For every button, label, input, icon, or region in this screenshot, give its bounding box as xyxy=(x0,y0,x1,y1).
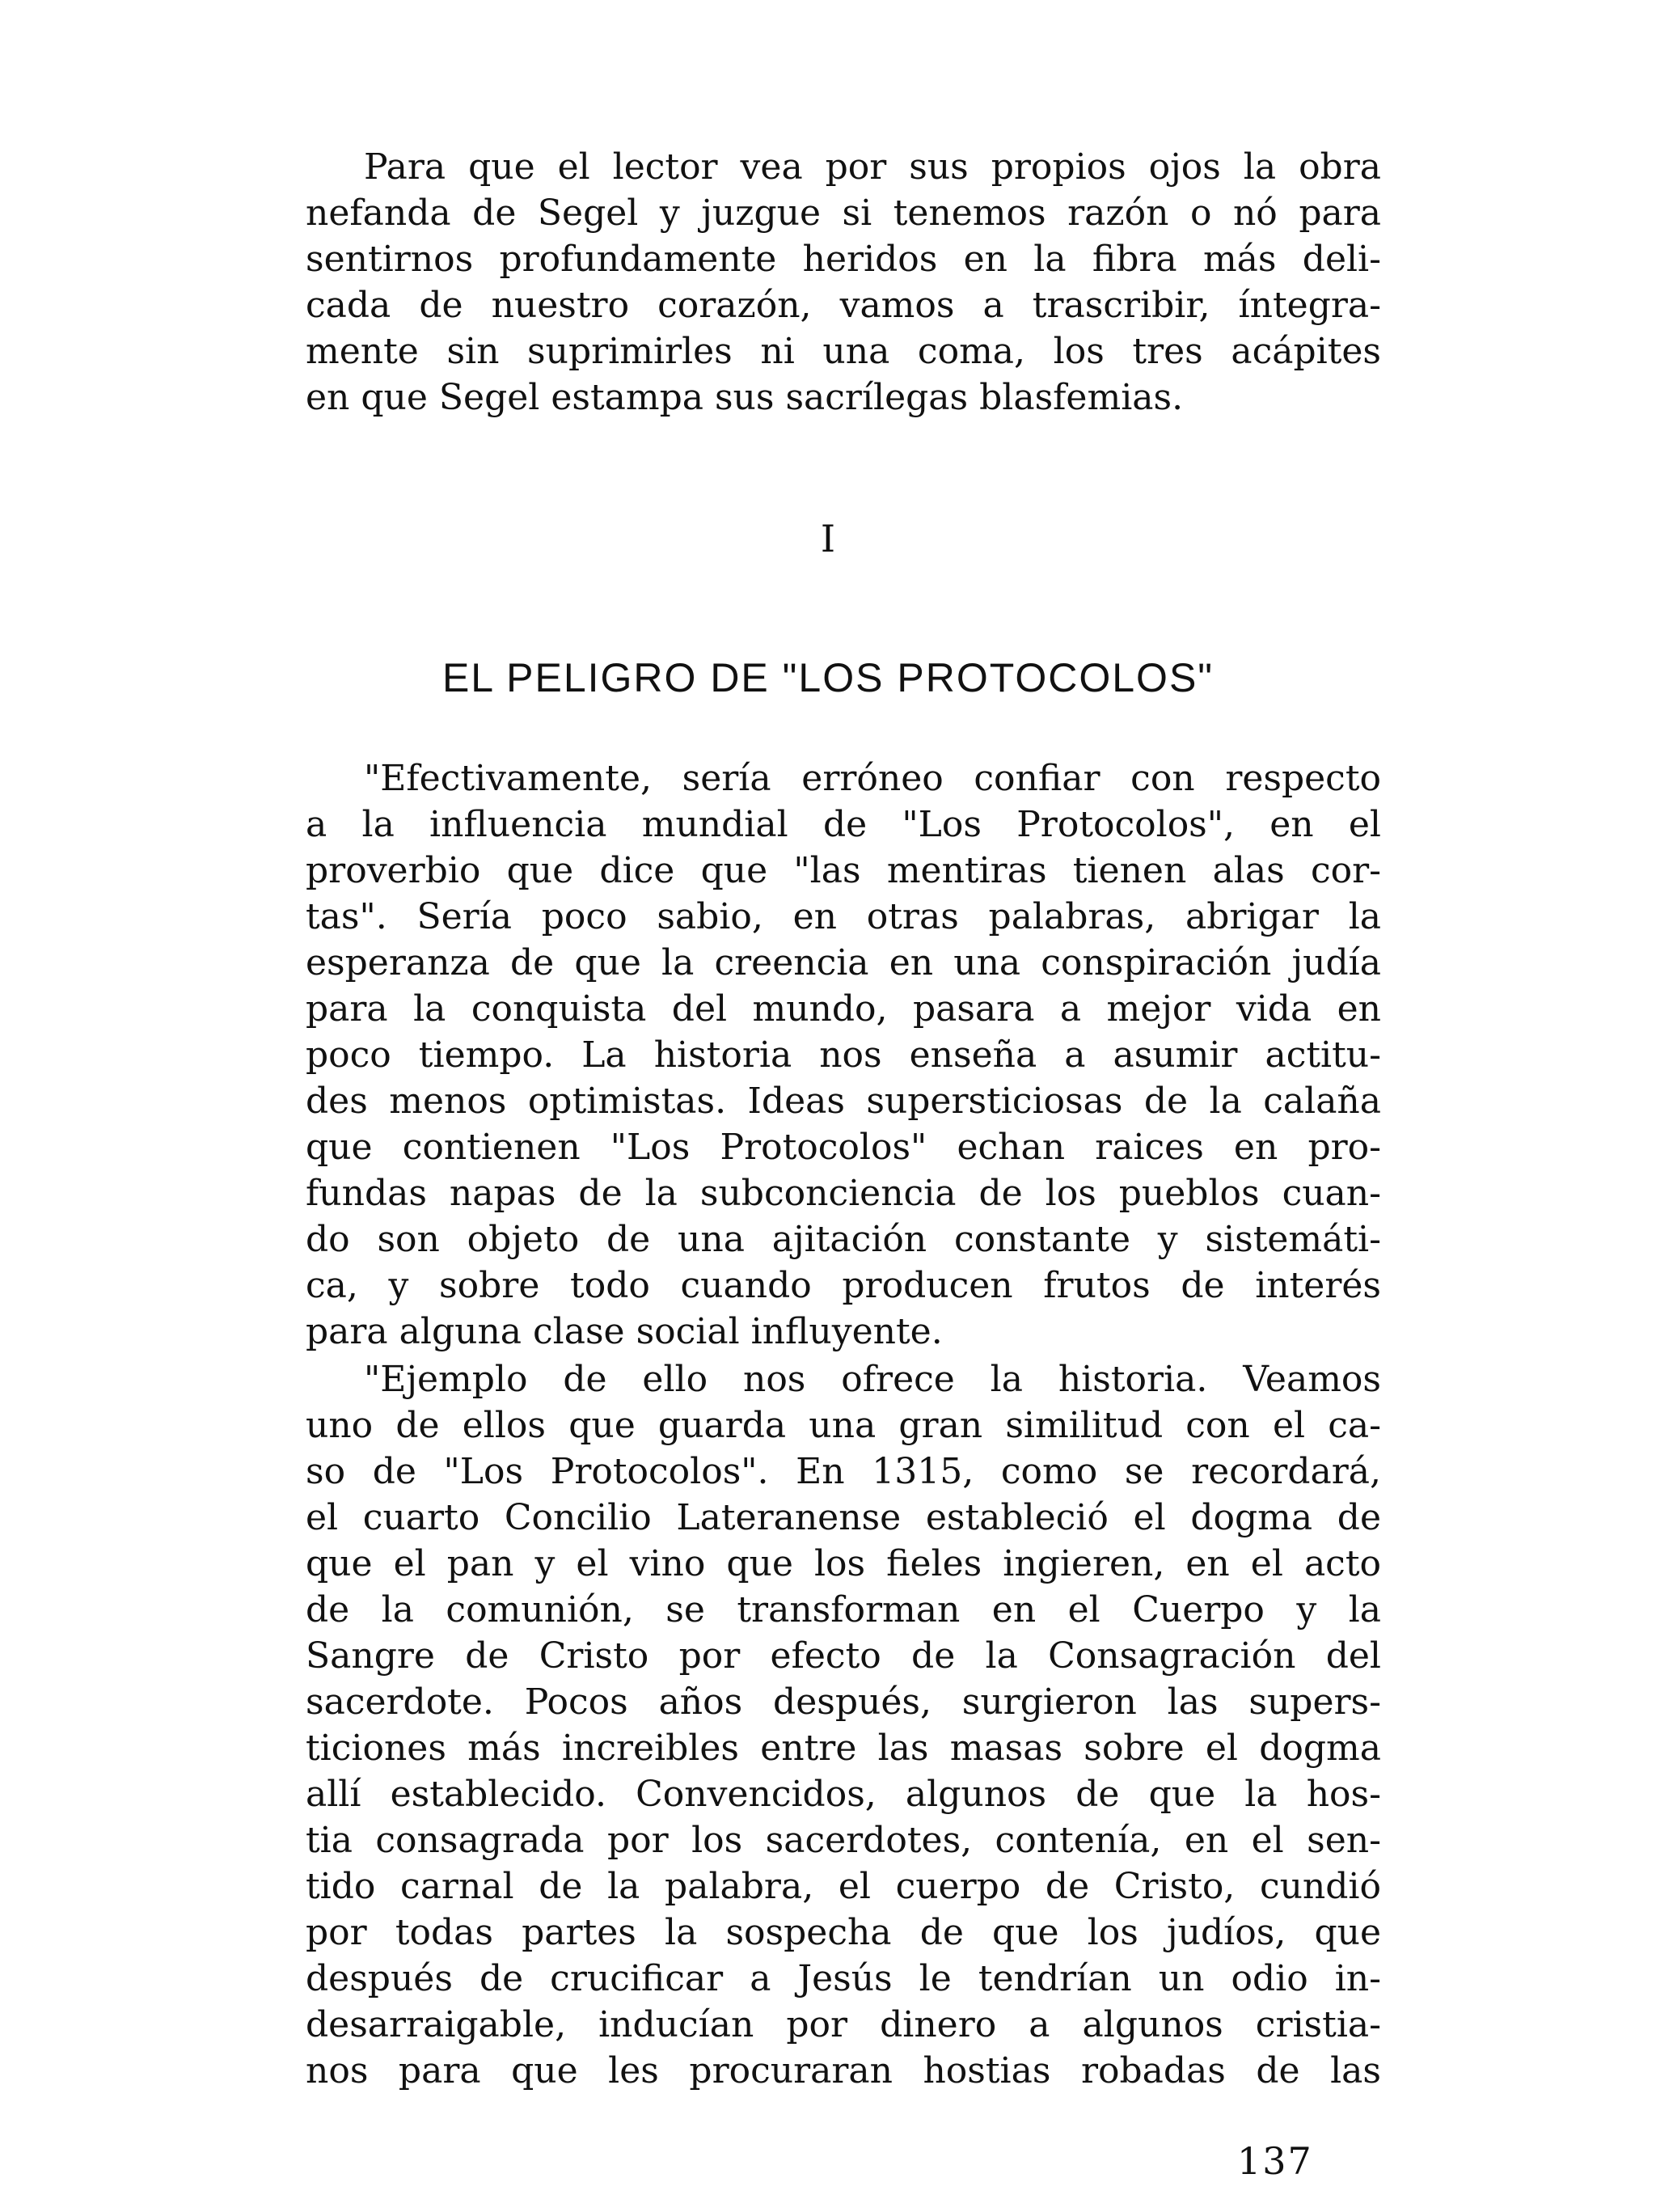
text-line: mente sin suprimirles ni una coma, los tres acápites xyxy=(306,331,1381,372)
text-line: Para que el lector vea por sus propios ojos la obra xyxy=(364,146,1381,188)
text-line: ticiones más increibles entre las masas sobre el dogma xyxy=(306,1728,1381,1769)
text-line: que contienen "Los Protocolos" echan raices en pro- xyxy=(306,1127,1381,1168)
text-line: tido carnal de la palabra, el cuerpo de Cristo, cundió xyxy=(306,1866,1381,1907)
intro-paragraph xyxy=(306,144,1381,421)
text-line: de la comunión, se transforman en el Cuerpo y la xyxy=(306,1589,1381,1630)
page-number: 137 xyxy=(1237,2139,1313,2183)
text-line: proverbio que dice que "las mentiras tienen alas cor- xyxy=(306,850,1381,891)
text-line: tia consagrada por los sacerdotes, contenía, en el sen- xyxy=(306,1820,1381,1861)
text-line: "Ejemplo de ello nos ofrece la historia. Veamos xyxy=(364,1359,1381,1400)
text-line: después de crucificar a Jesús le tendrían un odio in- xyxy=(306,1958,1381,1999)
text-line: desarraigable, inducían por dinero a algunos cristia- xyxy=(306,2004,1381,2045)
text-line: por todas partes la sospecha de que los judíos, que xyxy=(306,1912,1381,1953)
text-line: allí establecido. Convencidos, algunos de que la hos- xyxy=(306,1774,1381,1815)
text-line: cada de nuestro corazón, vamos a trascribir, íntegra- xyxy=(306,285,1381,326)
text-line: uno de ellos que guarda una gran similitud con el ca- xyxy=(306,1405,1381,1446)
text-line: poco tiempo. La historia nos enseña a asumir actitu- xyxy=(306,1034,1381,1076)
text-line: que el pan y el vino que los fieles ingieren, en el acto xyxy=(306,1543,1381,1584)
text-line: Sangre de Cristo por efecto de la Consagración del xyxy=(306,1635,1381,1677)
text-line: sentirnos profundamente heridos en la fibra más deli- xyxy=(306,239,1381,280)
text-line: para la conquista del mundo, pasara a mejor vida en xyxy=(306,988,1381,1030)
section-number: I xyxy=(820,517,836,560)
text-line: el cuarto Concilio Lateranense estableció el dogma de xyxy=(306,1497,1381,1538)
text-line: esperanza de que la creencia en una conspiración judía xyxy=(306,942,1381,983)
text-line: sacerdote. Pocos años después, surgieron las supers- xyxy=(306,1681,1381,1723)
text-line: tas". Sería poco sabio, en otras palabras, abrigar la xyxy=(306,896,1381,937)
text-line: ca, y sobre todo cuando producen frutos de interés xyxy=(306,1265,1381,1306)
text-line: nos para que les procuraran hostias robadas de las xyxy=(306,2050,1381,2091)
text-line: des menos optimistas. Ideas supersticiosas de la calaña xyxy=(306,1081,1381,1122)
text-line: en que Segel estampa sus sacrílegas blasfemias. xyxy=(306,377,1184,418)
text-line: para alguna clase social influyente. xyxy=(306,1311,943,1352)
quote-paragraph-2 xyxy=(306,1356,1381,2094)
text-line: so de "Los Protocolos". En 1315, como se recordará, xyxy=(306,1451,1381,1492)
text-line: "Efectivamente, sería erróneo confiar con respecto xyxy=(364,758,1381,799)
text-line: nefanda de Segel y juzgue si tenemos razón o nó para xyxy=(306,192,1381,234)
text-line: fundas napas de la subconciencia de los pueblos cuan- xyxy=(306,1173,1381,1214)
section-title: EL PELIGRO DE "LOS PROTOCOLOS" xyxy=(441,655,1215,700)
text-line: do son objeto de una ajitación constante y sistemáti- xyxy=(306,1219,1381,1260)
quote-paragraph-1 xyxy=(306,755,1381,1355)
text-line: a la influencia mundial de "Los Protocolos", en el xyxy=(306,804,1381,845)
